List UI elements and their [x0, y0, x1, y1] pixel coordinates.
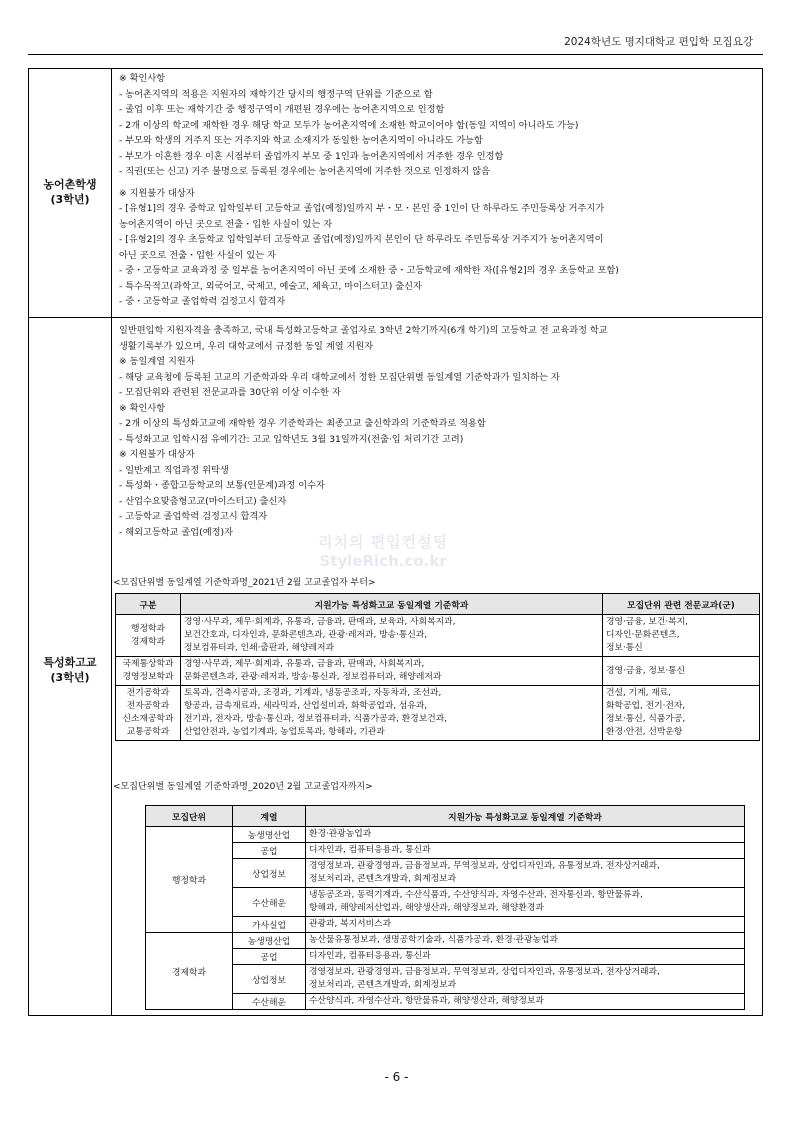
- field-cell: 공업: [233, 949, 306, 965]
- subjects-cell: [603, 615, 760, 657]
- column-header: 모집단위 관련 전문교과(군): [603, 594, 760, 615]
- text-line: - 특수목적고(과학고, 외국어고, 국제고, 예술고, 체육고, 마이스터고) 출신자: [119, 280, 422, 292]
- departments-cell: [306, 859, 745, 888]
- unit-cell: [116, 657, 181, 686]
- table1-caption: <모집단위별 동일계열 기준학과명_2021년 2월 고교졸업자 부터>: [113, 578, 376, 588]
- departments-cell: [306, 888, 745, 917]
- table-row: [116, 686, 760, 741]
- table-row: [146, 933, 745, 949]
- vocational-content: [119, 323, 759, 540]
- text-line: - 모집단위와 관련된 전문교과를 30단위 이상 이수한 자: [119, 387, 341, 398]
- table-2021-criteria: [115, 593, 760, 741]
- cell-text: 산업안전과, 농업기계과, 농업토목과, 항해과, 기관과: [184, 727, 385, 737]
- text-line: ※ 동일계열 지원자: [119, 356, 195, 367]
- field-cell: 농생명산업: [233, 933, 306, 949]
- text-line: - [유형2]의 경우 초등학교 입학일부터 고등학교 졸업(예정)일까지 본인이 단 하루라도 주민등록상 거주지가 농어촌지역이: [119, 234, 604, 245]
- text-line: - 부모가 이혼한 경우 이혼 시점부터 졸업까지 부모 중 1인과 농어촌지역에서 거주한 경우 인정함: [119, 150, 504, 162]
- text-line: - 특성화・종합고등학교의 보통(인문계)과정 이수자: [119, 480, 325, 491]
- field-cell: 수산해운: [233, 994, 306, 1010]
- table-row: [146, 949, 745, 965]
- table-row: [116, 615, 760, 657]
- rural-label-line1: 농어촌학생: [43, 178, 97, 191]
- text-line: - 고등학교 졸업학력 검정고시 합격자: [119, 511, 268, 522]
- text-line: 농어촌지역이 아닌 곳으로 전출・입한 사실이 있는 자: [119, 218, 333, 230]
- page-number: - 6 -: [384, 1070, 409, 1084]
- field-cell: 농생명산업: [233, 827, 306, 843]
- cell-text: 디자인과, 컴퓨터응용과, 통신과: [309, 845, 431, 855]
- running-header: 2024학년도 명지대학교 편입학 모집요강: [564, 36, 753, 48]
- text-line: - 2개 이상의 특성화고교에 재학한 경우 기준학과는 최종고교 출신학과의 기준학과로 적용함: [119, 418, 486, 429]
- text-line: 일반편입학 지원자격을 충족하고, 국내 특성화고등학교 졸업자로 3학년 2학기까지(6개 학기)의 고등학교 전 교육과정 학교: [119, 325, 608, 336]
- text-line: ※ 확인사항: [119, 402, 166, 414]
- cell-text: 디자인과, 컴퓨터응용과, 통신과: [309, 951, 431, 961]
- cell-text: 관광과, 복지서비스과: [309, 919, 392, 929]
- text-line: ※ 확인사항: [119, 73, 166, 84]
- cell-text: 국제통상학과: [122, 659, 174, 669]
- cell-text: 문화콘텐츠과, 관광·레저과, 방송·통신과, 정보컴퓨터과, 해양레저과: [184, 672, 442, 682]
- text-line: - 부모와 학생의 거주지 또는 거주지와 학교 소재지가 동일한 농어촌지역이 아니라도 가능함: [119, 135, 483, 146]
- cell-text: 전자공학과: [126, 701, 170, 711]
- column-header: 구분: [116, 594, 181, 615]
- cell-text: 정보·통신, 식품가공,: [606, 714, 686, 724]
- text-line: - 2개 이상의 학교에 재학한 경우 해당 학교 모두가 농어촌지역에 소재한 학교이어야 함(동일 지역이 아니라도 가능): [119, 119, 579, 131]
- cell-text: 경영·금융, 보건·복지,: [606, 617, 688, 627]
- cell-text: 정보컴퓨터과, 인쇄·출판과, 해양레저과: [184, 643, 334, 653]
- cell-text: 건설, 기계, 재료,: [606, 688, 671, 698]
- cell-text: 교통공학과: [126, 727, 170, 737]
- cell-text: 토목과, 건축시공과, 조경과, 기계과, 냉동공조과, 자동차과, 조선과,: [184, 688, 442, 698]
- cell-text: 경영정보과, 관광경영과, 금융정보과, 무역정보과, 상업디자인과, 유통정보과, 전자상거래과,: [309, 861, 660, 871]
- cell-text: 경영정보학과: [122, 672, 174, 682]
- rural-content: [119, 71, 759, 310]
- text-line: ※ 지원불가 대상자: [119, 187, 195, 199]
- column-header: 지원가능 특성화고교 동일계열 기준학과: [181, 594, 603, 615]
- cell-text: 냉동공조과, 동력기계과, 수산식품과, 수산양식과, 자영수산과, 전자통신과, 항만물류과,: [309, 890, 643, 900]
- text-line: - 일반계고 직업과정 위탁생: [119, 464, 229, 476]
- field-cell: 수산해운: [233, 888, 306, 917]
- cell-text: 경영·금융, 정보·통신: [606, 665, 686, 676]
- table-header-row: [116, 594, 760, 615]
- cell-text: 정보·통신: [606, 643, 643, 653]
- cell-text: 전기과, 전자과, 방송·통신과, 정보컴퓨터과, 식품가공과, 환경보건과,: [184, 714, 447, 724]
- departments-cell: [306, 843, 745, 859]
- cell-text: 전기공학과: [126, 688, 170, 698]
- column-header: 모집단위: [146, 806, 233, 827]
- departments-cell: [306, 917, 745, 933]
- cell-text: 경영·사무과, 제무·회계과, 유통과, 금융과, 판매과, 보육과, 사회복지과,: [184, 617, 456, 627]
- cell-text: 환경·안전, 선박운항: [606, 727, 683, 737]
- text-line: - [유형1]의 경우 중학교 입학일부터 고등학교 졸업(예정)일까지 부・모・본인 중 1인이 단 하루라도 주민등록상 거주지가: [119, 203, 605, 214]
- vocational-label: [29, 655, 111, 685]
- cell-text: 경영정보과, 관광경영과, 금융정보과, 무역정보과, 상업디자인과, 유통정보과, 전자상거래과,: [309, 967, 660, 977]
- cell-text: 디자인·문화콘텐츠,: [606, 630, 680, 640]
- text-line: 생활기록부가 있으며, 우리 대학교에서 규정한 동일 계열 지원자: [119, 340, 374, 352]
- field-cell: 공업: [233, 843, 306, 859]
- departments-cell: [306, 994, 745, 1010]
- row-divider: [29, 317, 762, 318]
- table-row: [146, 843, 745, 859]
- rural-label-line2: (3학년): [50, 193, 90, 206]
- watermark-line1: 리치의 편입컨설팅: [318, 533, 449, 551]
- departments-cell: [306, 949, 745, 965]
- requirements-box: [28, 68, 763, 1016]
- subjects-cell: [603, 686, 760, 741]
- table-row: [146, 888, 745, 917]
- text-line: - 직권(또는 신고) 거주 불명으로 등록된 경우에는 농어촌지역에 거주한 것으로 인정하지 않음: [119, 166, 490, 177]
- subjects-cell: [603, 657, 760, 686]
- departments-cell: [306, 827, 745, 843]
- table-row: [146, 965, 745, 994]
- table-2020-criteria: [145, 805, 745, 1010]
- column-divider: [111, 69, 112, 1015]
- unit-cell: 경제학과: [146, 933, 233, 1010]
- unit-cell: [116, 615, 181, 657]
- departments-cell: [181, 686, 603, 741]
- vocational-label-line1: 특성화고교: [43, 656, 97, 669]
- cell-text: 경영·사무과, 제무·회계과, 유통과, 금융과, 판매과, 사회복지과,: [184, 659, 425, 669]
- table-header-row: [146, 806, 745, 827]
- cell-text: 수산양식과, 자영수산과, 항만물류과, 해양생산과, 해양정보과: [309, 996, 544, 1006]
- cell-text: 보건간호과, 디자인과, 문화콘텐츠과, 관광·레저과, 방송·통신과,: [184, 630, 428, 640]
- table2-caption: <모집단위별 동일계열 기준학과명_2020년 2월 고교졸업자까지>: [113, 782, 373, 792]
- table-row: [146, 827, 745, 843]
- column-header: 계열: [233, 806, 306, 827]
- vocational-label-line2: (3학년): [50, 671, 90, 684]
- table-row: [146, 859, 745, 888]
- rural-label: [29, 177, 111, 207]
- cell-text: 화학공업, 전기·전자,: [606, 701, 686, 711]
- table-row: [146, 917, 745, 933]
- text-line: - 농어촌지역의 적용은 지원자의 재학기간 당시의 행정구역 단위를 기준으로 함: [119, 88, 433, 100]
- text-line: ※ 지원불가 대상자: [119, 449, 195, 460]
- cell-text: 경제학과: [131, 636, 165, 647]
- departments-cell: [306, 933, 745, 949]
- text-line: - 중・고등학교 졸업학력 검정고시 합격자: [119, 296, 286, 307]
- departments-cell: [181, 615, 603, 657]
- text-line: 아닌 곳으로 전출・입한 사실이 있는 자: [119, 249, 276, 261]
- unit-cell: 행정학과: [146, 827, 233, 933]
- watermark-line2: StyleRich.co.kr: [319, 552, 447, 570]
- cell-text: 환경·관광농업과: [309, 829, 372, 839]
- departments-cell: [181, 657, 603, 686]
- table-row: [116, 657, 760, 686]
- text-line: - 산업수요맞춤형고교(마이스터고) 출신자: [119, 495, 287, 507]
- cell-text: 정보처리과, 콘텐츠개발과, 회계정보과: [309, 874, 457, 884]
- text-line: - 해당 교육청에 등록된 고교의 기준학과와 우리 대학교에서 정한 모집단위별 동일계열 기준학과가 일치하는 자: [119, 371, 560, 383]
- cell-text: 농산물유통정보과, 생명공학기술과, 식품가공과, 환경·관광농업과: [309, 935, 559, 945]
- cell-text: 항해과, 해양레저산업과, 해양생산과, 해양정보과, 해양환경과: [309, 903, 544, 913]
- header-rule: [28, 54, 763, 55]
- text-line: - 특성화고교 입학시점 유예기간: 고교 입학년도 3월 31일까지(전출·입 처리기간 고려): [119, 433, 464, 445]
- text-line: - 해외고등학교 졸업(예정)자: [119, 526, 233, 538]
- table-row: [146, 994, 745, 1010]
- cell-text: 신소재공학과: [122, 714, 174, 724]
- unit-cell: [116, 686, 181, 741]
- cell-text: 항공과, 금속재료과, 세라믹과, 산업설비과, 화학공업과, 섬유과,: [184, 701, 428, 711]
- field-cell: 가사실업: [233, 917, 306, 933]
- column-header: 지원가능 특성화고교 동일계열 기준학과: [306, 806, 745, 827]
- field-cell: 상업정보: [233, 859, 306, 888]
- cell-text: 행정학과: [131, 623, 165, 634]
- cell-text: 정보처리과, 콘텐츠개발과, 회계정보과: [309, 980, 457, 990]
- text-line: - 중・고등학교 교육과정 중 일부를 농어촌지역이 아닌 곳에 소재한 중・고등학교에 재학한 자([유형2]의 경우 초등학교 포함): [119, 265, 619, 276]
- text-line: - 졸업 이후 또는 재학기간 중 행정구역이 개편된 경우에는 농어촌지역으로 인정함: [119, 104, 445, 115]
- departments-cell: [306, 965, 745, 994]
- field-cell: 상업정보: [233, 965, 306, 994]
